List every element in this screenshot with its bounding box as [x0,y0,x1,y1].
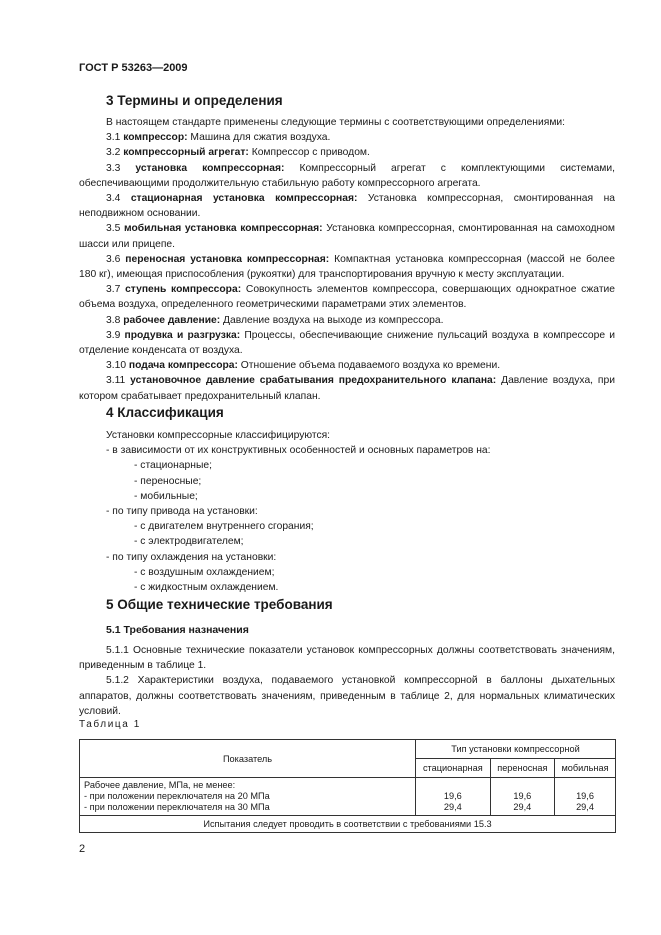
param-line: - при положении переключателя на 20 МПа [84,791,270,801]
classification-group: - по типу охлаждения на установки: [106,551,277,563]
section-3-intro: В настоящем стандарте применены следующие термины с соответствующими определениями: [106,117,566,128]
table-1 [79,739,616,833]
param-cell [80,778,416,816]
subsection-5-1-title: 5.1 Требования назначения [106,624,249,636]
term-item: 3.5 мобильная установка компрессорная: Установка компрессорная, смонтированная на самоходном шасси или прицепе. [79,223,615,250]
classification-item: - стационарные; [134,460,212,472]
term-item: 3.6 переносная установка компрессорная: Компактная установка компрессорная (массой не более 180 кг), имеющая приспособления (рукоятки) для транспортирования вручную к месту эксплуатации. [79,253,615,281]
terms-list [79,130,615,404]
col-mobile-header: мобильная [555,759,616,778]
term-item: 3.10 подача компрессора: Отношение объема подаваемого воздуха ко времени. [106,360,501,372]
term-item: 3.9 продувка и разгрузка: Процессы, обеспечивающие снижение пульсаций воздуха в компрессоре и отделение конденсата от воздуха. [79,329,615,357]
section-4-body [79,428,615,595]
param-line: Рабочее давление, МПа, не менее: [84,780,236,790]
value: 29,4 [513,802,532,812]
term-item: 3.7 ступень компрессора: Совокупность элементов компрессора, совершающих однократное сжатие объема воздуха, определенного геометрическими параметрами этих элементов. [79,284,616,311]
value: 29,4 [443,802,462,812]
col-stationary-header: стационарная [416,759,491,778]
classification-group: - по типу привода на установки: [106,506,258,518]
table-footer-note: Испытания следует проводить в соответствии с требованиями 15.3 [80,816,616,833]
classification-group: - в зависимости от их конструктивных особенностей и основных параметров на: [106,445,491,457]
classification-item: - мобильные; [134,490,198,502]
type-group-header: Тип установки компрессорной [416,740,616,759]
classification-item: - переносные; [134,475,202,487]
section-4-title: 4 Классификация [106,405,224,420]
section-5-body [79,643,615,719]
classification-item: - с жидкостным охлаждением. [134,582,279,594]
portable-values [490,778,554,816]
stationary-values [416,778,491,816]
mobile-values [555,778,616,816]
term-item: 3.4 стационарная установка компрессорная: Установка компрессорная, смонтированная на неподвижном основании. [79,193,615,220]
table-row [80,778,616,816]
section-3-body [79,115,615,404]
paragraph-5-1-1: 5.1.1 Основные технические показатели установок компрессорных должны соответствовать значениям, приведенным в таблице 1. [79,645,615,672]
classification-intro: Установки компрессорные классифицируются: [106,430,331,441]
value: 19,6 [576,791,594,801]
value: 19,6 [513,791,532,801]
section-5-title: 5 Общие технические требования [106,597,333,612]
page-number: 2 [79,843,86,855]
term-item: 3.11 установочное давление срабатывания предохранительного клапана: Давление воздуха, при котором срабатывает предохранительный клапан. [79,375,615,402]
param-line: - при положении переключателя на 30 МПа [84,802,270,812]
term-item: 3.1 компрессор: Машина для сжатия воздуха. [106,132,331,144]
term-item: 3.8 рабочее давление: Давление воздуха на выходе из компрессора. [106,314,444,326]
term-item: 3.3 установка компрессорная: Компрессорный агрегат с комплектующими системами, обеспечивающими продолжительную стабильную работу компрессорного агрегата. [79,162,615,189]
section-3-title: 3 Термины и определения [106,93,283,108]
term-item: 3.2 компрессорный агрегат: Компрессор с приводом. [106,147,370,159]
document-code: ГОСТ Р 53263—2009 [79,62,188,74]
paragraph-5-1-2: 5.1.2 Характеристики воздуха, подаваемого установкой компрессорной в баллоны дыхательных аппаратов, должны соответствовать значениям, приведенным в таблице 2, для нормальных климатических условий. [79,675,615,717]
classification-item: - с воздушным охлаждением; [134,566,275,578]
value: 19,6 [443,791,462,801]
value: 29,4 [576,802,594,812]
col-portable-header: переносная [490,759,554,778]
classification-item: - с электродвигателем; [134,536,244,548]
classification-item: - с двигателем внутреннего сгорания; [134,521,314,533]
table-header-row [80,740,616,759]
table-1-caption: Таблица 1 [79,719,141,730]
table-footer-row [80,816,616,833]
param-column-header: Показатель [80,740,416,778]
